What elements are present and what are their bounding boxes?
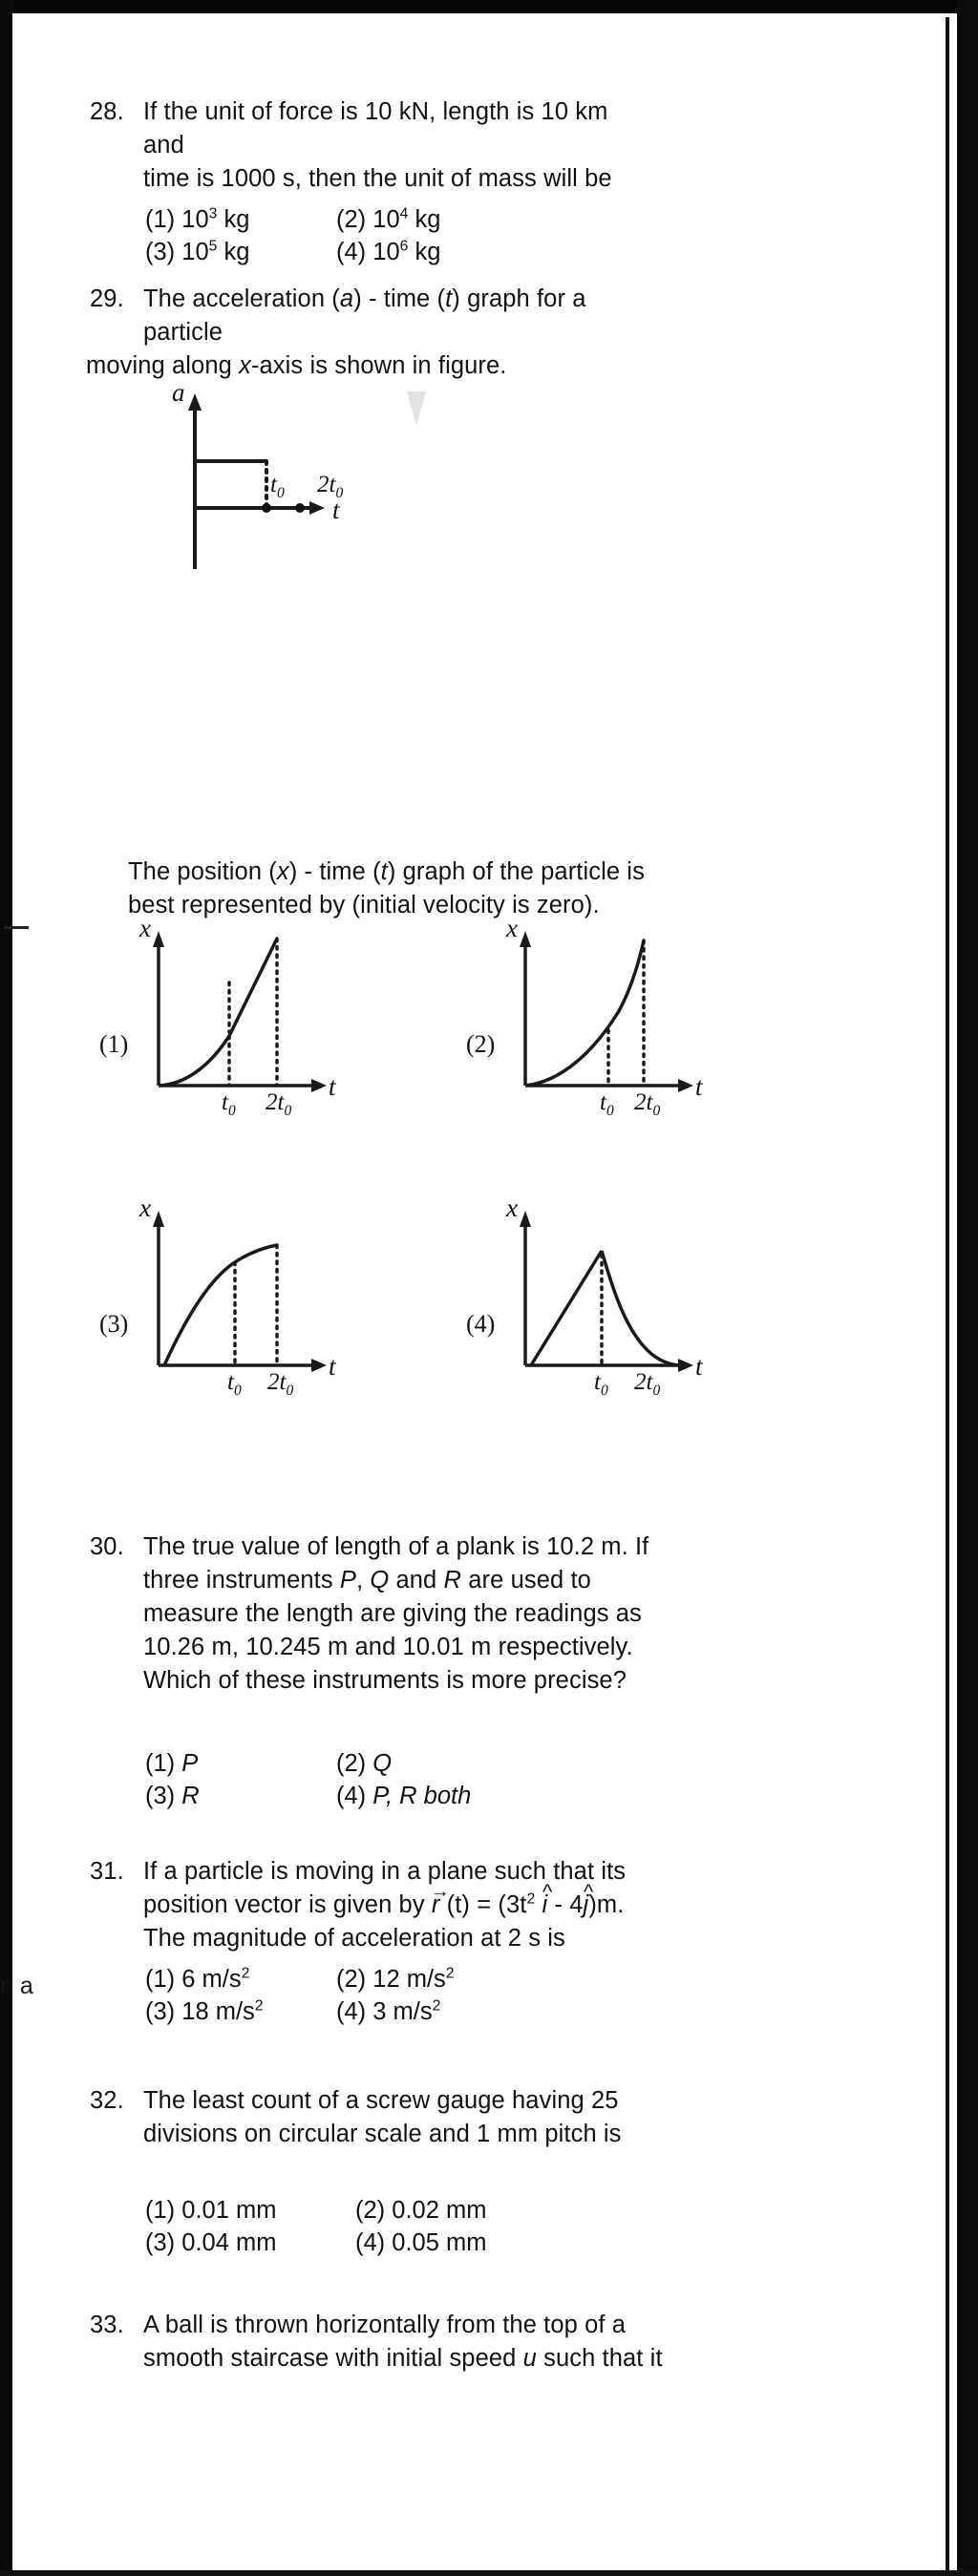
page-edge-right [957,0,978,2576]
option-28-2-value: 10 [372,206,400,233]
choice-3-tick-2t0 [267,1369,294,1399]
choice-2-tick-t0 [600,1089,614,1119]
q29-p1-pre: The position ( [128,858,277,885]
option-30-3[interactable] [145,1780,336,1812]
option-row [145,1963,527,1995]
tick-t0-sub: 0 [276,485,285,501]
position-curve [164,1245,277,1365]
x-axis-arrow [678,1359,693,1372]
y-axis-arrow [520,1211,531,1227]
choice-1-svg [117,929,384,1110]
option-28-1-label: (1) [145,206,176,233]
option-31-2-sup: 2 [445,1965,455,1982]
choice-graph-1-label: (1) [99,1030,129,1058]
question-33 [90,2309,682,2375]
page-edge-right-gap [949,17,957,2576]
page-column-rule [946,17,949,2576]
option-30-1-label: (1) [145,1750,176,1777]
tick2-sub: 0 [652,1103,661,1119]
option-31-4-value: 3 m/s [372,1998,433,2025]
question-30-line-2: three instruments P, Q and R are used to [143,1567,591,1594]
t0-point [262,503,271,513]
tick2-sub: 0 [284,1103,292,1119]
position-vector-symbol: r → [432,1889,440,1922]
margin-fragment-2: n a [0,1973,33,1999]
q31-l2-post: )m. [588,1891,625,1918]
question-30-line-1: The true value of length of a plank is 10.2 m. If [143,1533,649,1560]
x-axis-arrow [311,1359,327,1372]
choice-3-y-label: x [139,1193,151,1222]
option-31-4-sup: 2 [432,1997,441,2015]
option-28-2-label: (2) [336,206,367,233]
tick2: 2t [634,1089,653,1115]
option-28-3-label: (3) [145,239,176,265]
question-31-line-3: The magnitude of acceleration at 2 s is [143,1925,565,1952]
x-axis-arrow [678,1079,693,1092]
at-graph-y-label: a [172,378,185,407]
option-28-1-exponent: 3 [208,205,218,222]
acceleration-time-figure [147,378,434,583]
question-33-number: 33. [90,2312,124,2338]
margin-fragment-1 [4,926,29,929]
question-28-options [145,203,527,268]
option-30-3-value: R [181,1783,200,1809]
option-28-2-unit: kg [415,206,441,233]
tick1-sub: 0 [600,1383,608,1399]
question-29-text [143,283,644,349]
option-31-4-label: (4) [336,1998,367,2025]
option-28-1[interactable] [145,203,336,236]
option-28-2-exponent: 4 [399,205,409,222]
question-30-text [143,1531,663,1698]
choice-graph-4-label: (4) [466,1310,496,1338]
option-31-3-value: 18 m/s [181,1998,255,2025]
tick2: 2t [266,1089,285,1115]
tick1-sub: 0 [606,1103,614,1119]
q33-l2-pre: smooth staircase with initial speed [143,2345,523,2372]
question-31-options [145,1963,527,2028]
position-curve [525,940,644,1086]
question-32-text [143,2084,663,2151]
option-32-3-label: (3) [145,2229,176,2256]
page-edge-bottom [0,2570,978,2576]
option-30-2[interactable] [336,1747,527,1780]
question-31-text [143,1855,682,1955]
question-29-number: 29. [90,285,124,312]
q29-prompt-line-2: best represented by (initial velocity is zero). [128,892,600,918]
q29-l2-pre: moving along [86,352,240,379]
q29-l1-mid: ) - time ( [353,285,446,312]
option-32-1[interactable] [145,2194,355,2227]
position-rise [531,1251,602,1365]
option-28-4-unit: kg [415,239,441,265]
option-31-3-sup: 2 [254,1997,264,2015]
tick1: t [594,1369,601,1395]
option-28-2[interactable] [336,203,527,236]
q31-l2-mid: (t) = (3t [439,1891,527,1918]
choice-3-svg [117,1209,384,1390]
at-graph-x-label: t [332,496,340,524]
at-graph-tick-t0 [270,472,285,501]
y-axis-arrow [520,931,531,947]
q29-l2-var-x: x [239,352,251,379]
option-28-3-unit: kg [223,239,250,265]
choice-1-y-label: x [139,914,151,942]
tick-2t0-sub: 0 [335,485,344,501]
option-row [145,236,527,268]
q29-p1-t: t [380,858,388,885]
question-29-prompt [128,855,720,922]
choice-graph-4[interactable] [466,1193,751,1399]
option-30-1-value: P [181,1750,199,1777]
y-axis-arrow [153,1211,164,1227]
option-32-3-value: 0.04 mm [181,2229,277,2256]
choice-4-x-label: t [695,1352,703,1381]
q29-l1-pre: The acceleration ( [143,285,340,312]
question-31-line-1: If a particle is moving in a plane such that its [143,1858,627,1885]
question-28 [90,95,625,196]
option-32-4-label: (4) [355,2229,386,2256]
question-29-line-2 [86,349,644,383]
option-28-3-exponent: 5 [208,238,218,255]
choice-1-x-label: t [329,1072,336,1101]
option-28-4[interactable] [336,236,527,268]
choice-2-x-label: t [695,1072,703,1101]
choice-4-y-label: x [506,1193,518,1222]
tick-t0-text: t [270,472,277,497]
i-hat-symbol: i ^ [542,1889,548,1922]
tick1-sub: 0 [227,1103,236,1119]
q31-l2-mid2: - 4 [547,1891,584,1918]
q29-l1-post: ) graph for a particle [143,285,586,346]
q29-prompt-line-1 [128,855,720,889]
option-30-4[interactable] [336,1780,527,1812]
option-row [145,2227,565,2259]
question-30-line-5: Which of these instruments is more precise? [143,1667,627,1694]
option-32-4[interactable] [355,2227,565,2259]
q29-l1-var-a: a [339,285,354,312]
question-28-line-2: time is 1000 s, then the unit of mass will be [143,165,612,192]
choice-graph-3-label: (3) [99,1310,129,1338]
page-content [0,17,946,2568]
option-row [145,2194,565,2227]
option-32-2-label: (2) [355,2197,386,2224]
tick2: 2t [634,1369,653,1395]
question-30 [90,1531,663,1698]
question-29-line-1 [143,283,644,349]
position-curve [159,939,277,1086]
option-31-3-label: (3) [145,1998,176,2025]
tick1: t [600,1089,606,1115]
question-30-line-3: measure the length are giving the readings as [143,1600,642,1627]
question-30-options [145,1747,527,1812]
choice-2-svg [483,929,751,1110]
q29-p1-post: ) graph of the particle is [387,858,645,885]
choice-4-tick-t0 [594,1369,608,1399]
tick2-sub: 0 [652,1383,661,1399]
choice-graph-2-label: (2) [466,1030,496,1058]
page-edge-left [0,0,12,2576]
q29-l1-var-t: t [445,285,453,312]
question-28-line-1: If the unit of force is 10 kN, length is 10 km and [143,98,608,158]
option-28-3[interactable] [145,236,336,268]
option-28-1-unit: kg [223,206,250,233]
x-axis-arrow [309,501,325,515]
y-axis-arrow [188,393,202,411]
tick2-sub: 0 [286,1383,294,1399]
option-31-1-sup: 2 [241,1965,250,1982]
tick-2t0-text: 2t [317,472,336,497]
option-row [145,1995,527,2028]
option-31-2[interactable] [336,1963,527,1995]
option-30-4-label: (4) [336,1783,367,1809]
option-31-2-value: 12 m/s [372,1966,446,1993]
q33-l2-var-u: u [522,2345,537,2372]
option-row [145,1747,527,1780]
at-graph-tick-2t0 [317,472,344,501]
option-row [145,203,527,236]
option-32-4-value: 0.05 mm [392,2229,487,2256]
question-30-number: 30. [90,1533,124,1560]
choice-1-tick-2t0 [266,1089,292,1119]
option-31-3[interactable] [145,1995,336,2028]
question-32 [90,2084,663,2151]
option-32-3[interactable] [145,2227,355,2259]
choice-graph-3[interactable] [99,1193,384,1399]
tick2: 2t [267,1369,287,1395]
question-32-line-1: The least count of a screw gauge having 25 [143,2087,619,2114]
choice-graph-2[interactable] [466,914,751,1119]
option-30-2-value: Q [372,1750,393,1777]
question-31-number: 31. [90,1858,124,1885]
choice-1-tick-t0 [222,1089,236,1119]
choice-4-tick-2t0 [634,1369,661,1399]
choice-3-x-label: t [329,1352,336,1381]
option-31-1-value: 6 m/s [181,1966,242,1993]
option-28-1-value: 10 [181,206,209,233]
x-axis-arrow [311,1079,327,1092]
question-29 [86,283,644,383]
position-decay [602,1251,678,1365]
question-32-options [145,2194,565,2259]
q31-l2-pre: position vector is given by [143,1891,432,1918]
option-31-1-label: (1) [145,1966,176,1993]
j-hat-symbol: j ^ [584,1889,589,1922]
choice-2-tick-2t0 [634,1089,661,1119]
choice-graph-1[interactable] [99,914,384,1119]
q31-l2-sup: 2 [526,1890,536,1908]
choice-3-tick-t0 [227,1369,242,1399]
option-31-1[interactable] [145,1963,336,1995]
question-32-line-2: divisions on circular scale and 1 mm pitch is [143,2121,622,2147]
option-28-4-exponent: 6 [399,238,409,255]
q29-p1-x: x [276,858,289,885]
2t0-point [295,503,305,513]
option-28-4-value: 10 [372,239,400,265]
question-33-text [143,2309,682,2375]
choice-4-svg [483,1209,751,1390]
option-30-4-value: P, R both [372,1783,472,1809]
option-28-3-value: 10 [181,239,209,265]
question-33-line-1: A ball is thrown horizontally from the top of a [143,2312,627,2338]
option-28-4-label: (4) [336,239,367,265]
option-30-3-label: (3) [145,1783,176,1809]
question-31-line-2 [143,1889,682,1922]
option-32-2-value: 0.02 mm [392,2197,487,2224]
q29-p1-mid: ) - time ( [288,858,381,885]
question-31 [90,1855,682,1955]
option-32-1-value: 0.01 mm [181,2197,277,2224]
option-row [145,1780,527,1812]
tick1-sub: 0 [233,1383,242,1399]
acceleration-time-graph [147,388,434,583]
option-30-1[interactable] [145,1747,336,1780]
q29-l2-post: -axis is shown in figure. [250,352,507,379]
q33-l2-post: such that it [536,2345,663,2372]
tick1: t [222,1089,228,1115]
question-33-line-2 [143,2342,682,2375]
tick1: t [227,1369,234,1395]
option-30-2-label: (2) [336,1750,367,1777]
option-31-2-label: (2) [336,1966,367,1993]
question-32-number: 32. [90,2087,124,2114]
option-31-4[interactable] [336,1995,527,2028]
option-32-1-label: (1) [145,2197,176,2224]
choice-2-y-label: x [506,914,518,942]
question-30-line-4: 10.26 m, 10.245 m and 10.01 m respectively. [143,1634,633,1660]
option-32-2[interactable] [355,2194,565,2227]
question-28-number: 28. [90,98,124,125]
question-28-text [143,95,625,196]
page-edge-top [0,0,978,13]
y-axis-arrow [153,931,164,947]
